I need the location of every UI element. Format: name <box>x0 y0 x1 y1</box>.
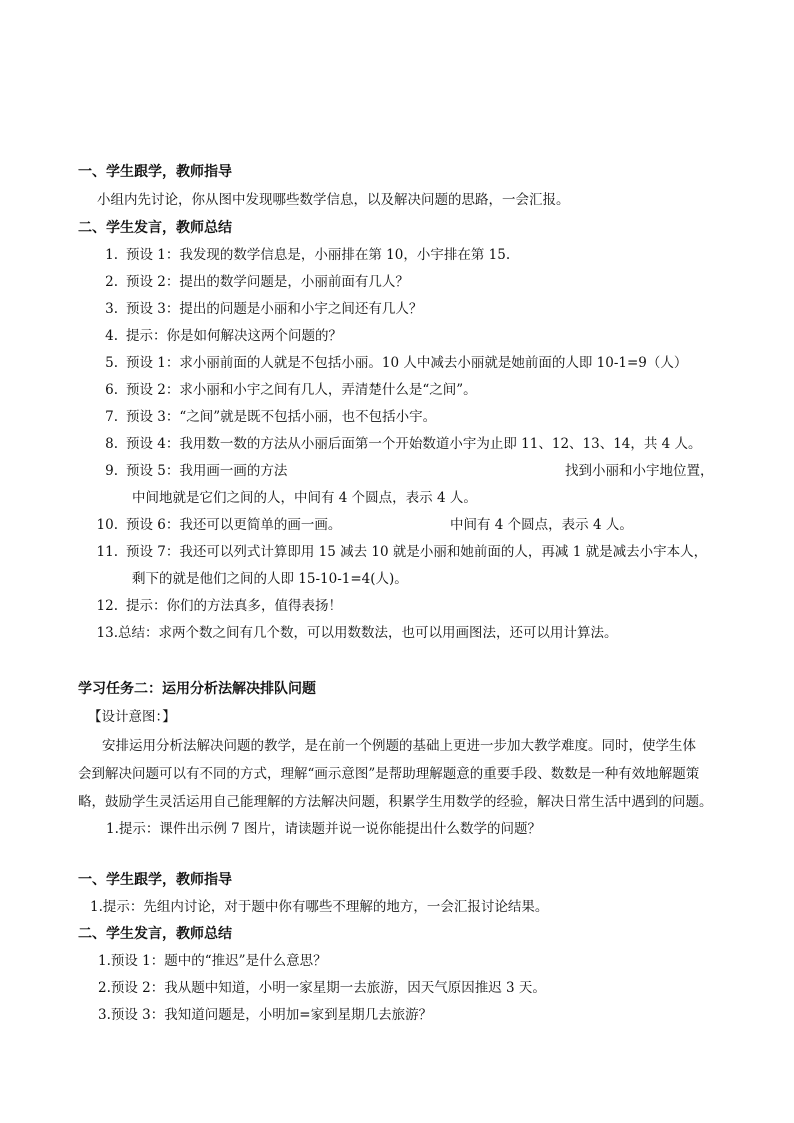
list-number: 7. <box>105 409 118 425</box>
list-number: 4. <box>105 328 118 344</box>
list-item <box>96 542 707 562</box>
list-text: 提示：你们的方法真多，值得表扬！ <box>126 598 342 614</box>
list-text-wrap: 中间地就是它们之间的人，中间有 4 个圆点，表示 4 人。 <box>132 490 477 506</box>
list-item <box>96 596 342 616</box>
task-title: 学习任务二：运用分析法解决排队问题 <box>78 681 316 697</box>
list-text: 预设 1：我发现的数学信息是，小丽排在第 10，小宇排在第 15. <box>126 247 511 263</box>
section-heading: 二、学生发言，教师总结 <box>78 926 232 942</box>
list-item <box>96 353 687 373</box>
list-text: 预设 7：我还可以列式计算即用 15 减去 10 就是小丽和她前面的人，再减 1 就是减去小宇本人， <box>126 544 708 560</box>
list-text: 预设 1：求小丽前面的人就是不包括小丽。10 人中减去小丽就是她前面的人即 10-1=9（人） <box>126 355 688 371</box>
list-text: 预设 2：求小丽和小宇之间有几人，弄清楚什么是“之间”。 <box>126 382 477 398</box>
list-item: 2.预设 2：我从题中知道，小明一家星期一去旅游，因天气原因推迟 3 天。 <box>98 980 546 996</box>
list-text-continued: 找到小丽和小宇地位置， <box>565 463 714 479</box>
list-text: 提示：你是如何解决这两个问题的？ <box>126 328 342 344</box>
paragraph: 安排运用分析法解决问题的教学，是在前一个例题的基础上更进一步加大教学难度。同时，使学生体 <box>102 738 696 754</box>
paragraph: 1.提示：先组内讨论，对于题中你有哪些不理解的地方，一会汇报讨论结果。 <box>90 899 549 915</box>
list-number: 6. <box>105 382 118 398</box>
list-item <box>96 407 436 427</box>
paragraph: 小组内先讨论，你从图中发现哪些数学信息，以及解决问题的思路，一会汇报。 <box>97 192 570 208</box>
list-item <box>96 272 409 292</box>
section-heading: 二、学生发言，教师总结 <box>78 220 232 236</box>
list-number: 1. <box>105 247 118 263</box>
list-text: 预设 6：我还可以更简单的画一画。 <box>126 517 342 533</box>
list-text: 预设 5：我用画一画的方法 <box>126 463 288 479</box>
list-item <box>96 380 477 400</box>
list-item: 1.预设 1：题中的“推迟”是什么意思？ <box>98 953 327 969</box>
list-item <box>96 245 510 265</box>
list-item <box>96 434 702 454</box>
list-text: 预设 3：提出的问题是小丽和小宇之间还有几人？ <box>126 301 423 317</box>
list-text-wrap: 剩下的就是他们之间的人即 15-10-1=4(人)。 <box>132 571 408 587</box>
paragraph: 会到解决问题可以有不同的方式，理解“画示意图”是帮助理解题意的重要手段、数数是一种有效地解题策 <box>78 766 700 782</box>
list-number: 9. <box>105 463 118 479</box>
paragraph: 1.提示：课件出示例 7 图片，请读题并说一说你能提出什么数学的问题？ <box>106 821 542 837</box>
design-label: 【设计意图：】 <box>88 709 176 725</box>
paragraph: 略，鼓励学生灵活运用自己能理解的方法解决问题，积累学生用数学的经验，解决日常生活中遇到的问题。 <box>78 794 713 810</box>
list-number: 5. <box>105 355 118 371</box>
list-item <box>96 515 341 535</box>
list-number: 12. <box>96 598 118 614</box>
list-text: 预设 4：我用数一数的方法从小丽后面第一个开始数道小宇为止即 11、12、13、14，共 4 人。 <box>126 436 702 452</box>
list-number: 11. <box>96 544 118 560</box>
list-item <box>96 461 287 481</box>
list-text: 总结：求两个数之间有几个数，可以用数数法，也可以用画图法，还可以用计算法。 <box>118 625 618 641</box>
section-heading: 一、学生跟学，教师指导 <box>78 872 232 888</box>
list-item <box>96 623 618 643</box>
list-number: 2. <box>105 274 118 290</box>
list-number: 3. <box>105 301 118 317</box>
list-number: 10. <box>96 517 118 533</box>
list-item: 3.预设 3：我知道问题是，小明加=家到星期几去旅游？ <box>98 1007 433 1023</box>
section-heading: 一、学生跟学，教师指导 <box>78 164 232 180</box>
list-text-continued: 中间有 4 个圆点，表示 4 人。 <box>450 517 633 533</box>
list-number: 13. <box>96 625 118 641</box>
list-text: 预设 2：提出的数学问题是，小丽前面有几人？ <box>126 274 409 290</box>
list-item <box>96 299 422 319</box>
list-number: 8. <box>105 436 118 452</box>
list-text: 预设 3：“之间”就是既不包括小丽，也不包括小宇。 <box>126 409 437 425</box>
list-item <box>96 326 342 346</box>
